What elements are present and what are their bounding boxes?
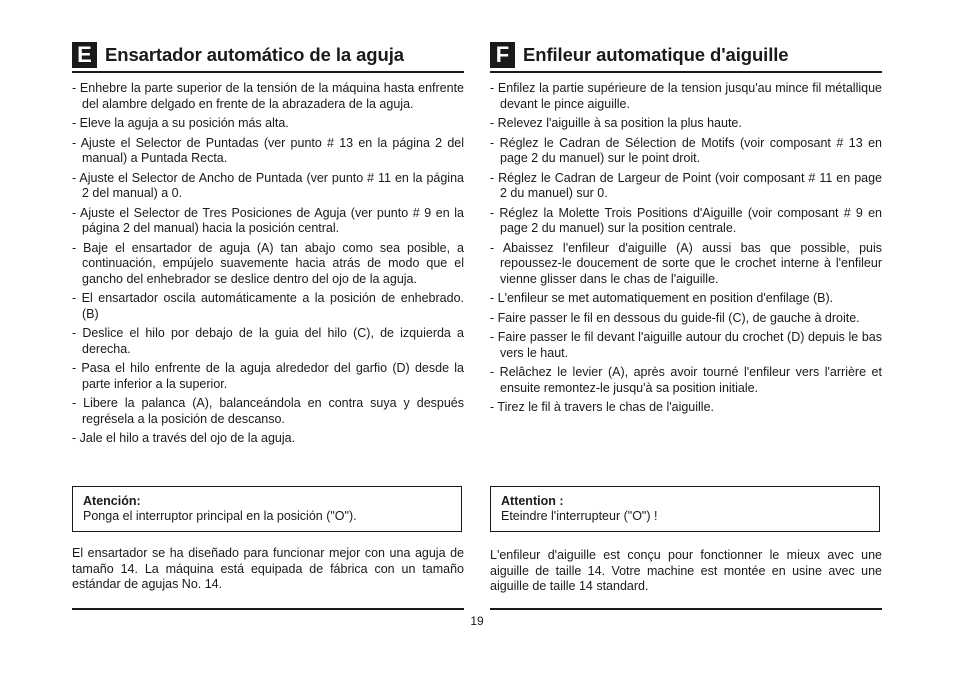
section-title: Ensartador automático de la aguja — [105, 44, 404, 65]
note-paragraph: El ensartador se ha diseñado para funcionar mejor con una aguja de tamaño 14. La máquina está equipada de fábrica con un tamaño estándar de agujas No. 14. — [72, 546, 464, 591]
notice-text: Eteindre l'interrupteur ("O") ! — [501, 509, 658, 523]
instruction-list — [72, 81, 464, 447]
note-paragraph: L'enfileur d'aiguille est conçu pour fonctionner le mieux avec une aiguille de taille 14. Votre machine est montée en usine avec une aiguille de taille 14 standard. — [490, 548, 882, 593]
list-item: - Abaissez l'enfileur d'aiguille (A) aussi bas que possible, puis repoussez-le doucement de sorte que le crochet interne à l'enfileur vienne glisser dans le chas de l'aiguille. — [490, 240, 882, 286]
notice-label: Atención: — [83, 494, 141, 508]
list-item: - Enfilez la partie supérieure de la tension jusqu'au mince fil métallique devant le pince aiguille. — [490, 81, 882, 111]
list-item: - Enhebre la parte superior de la tensión de la máquina hasta enfrente del alambre delgado en frente de la abrazadera de la aguja. — [72, 81, 464, 111]
notice-box — [72, 486, 462, 532]
list-item: - Deslice el hilo por debajo de la guia del hilo (C), de izquierda a derecha. — [72, 326, 464, 356]
list-item: - Réglez le Cadran de Largeur de Point (voir composant # 11 en page 2 du manuel) sur 0. — [490, 170, 882, 200]
list-item: - Relâchez le levier (A), après avoir tourné l'enfileur vers l'arrière et ensuite remontez-le jusqu'à sa position initiale. — [490, 365, 882, 395]
section-heading — [72, 43, 464, 67]
list-item: - Faire passer le fil en dessous du guide-fil (C), de gauche à droite. — [490, 310, 860, 325]
list-item: - Relevez l'aiguille à sa position la plus haute. — [490, 116, 742, 130]
heading-divider — [490, 71, 882, 73]
section-french — [490, 43, 882, 420]
section-heading — [490, 43, 882, 67]
section-spanish — [72, 43, 464, 451]
list-item: - Jale el hilo a través del ojo de la aguja. — [72, 431, 296, 445]
language-badge: F — [490, 42, 515, 68]
list-item: - Tirez le fil à travers le chas de l'aiguille. — [490, 400, 715, 414]
list-item: - Libere la palanca (A), balanceándola en contra suya y después regrésela a la posición de descanso. — [72, 396, 464, 426]
bottom-divider — [490, 608, 882, 610]
list-item: - Ajuste el Selector de Ancho de Puntada (ver punto # 11 en la página 2 del manual) a 0. — [72, 170, 464, 200]
notice-label: Attention : — [501, 494, 564, 508]
bottom-divider — [72, 608, 464, 610]
list-item: - Faire passer le fil devant l'aiguille autour du crochet (D) depuis le bas vers le haut. — [490, 330, 882, 360]
notice-box — [490, 486, 880, 532]
list-item: - Ajuste el Selector de Puntadas (ver punto # 13 en la página 2 del manual) a Puntada Recta. — [72, 135, 464, 165]
list-item: - Réglez la Molette Trois Positions d'Aiguille (voir composant # 9 en page 2 du manuel) sur la position centrale. — [490, 205, 882, 235]
notice-text: Ponga el interruptor principal en la posición ("O"). — [83, 509, 357, 523]
heading-divider — [72, 71, 464, 73]
instruction-list — [490, 81, 882, 416]
list-item: - El ensartador oscila automáticamente a la posición de enhebrado. (B) — [72, 291, 464, 321]
list-item: - Ajuste el Selector de Tres Posiciones de Aguja (ver punto # 9 en la página 2 del manual) hacia la posición central. — [72, 205, 464, 235]
list-item: - Pasa el hilo enfrente de la aguja alrededor del garfio (D) desde la parte inferior a la superior. — [72, 361, 464, 391]
list-item: - Eleve la aguja a su posición más alta. — [72, 116, 289, 130]
list-item: - Baje el ensartador de aguja (A) tan abajo como sea posible, a continuación, empújelo suavemente hacia atrás de modo que el gancho del enhebrador se deslice dentro del ojo de la aguja. — [72, 240, 464, 286]
list-item: - L'enfileur se met automatiquement en position d'enfilage (B). — [490, 291, 834, 305]
language-badge: E — [72, 42, 97, 68]
section-title: Enfileur automatique d'aiguille — [523, 44, 789, 65]
list-item: - Réglez le Cadran de Sélection de Motifs (voir composant # 13 en page 2 du manuel) sur le point droit. — [490, 135, 882, 165]
page-number: 19 — [470, 614, 484, 628]
